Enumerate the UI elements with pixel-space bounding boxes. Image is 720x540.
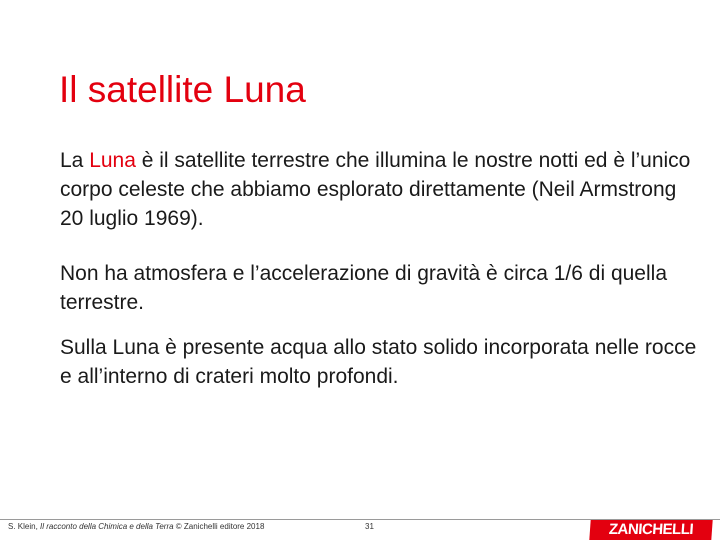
footer-author: S. Klein, xyxy=(8,522,41,531)
slide-title: Il satellite Luna xyxy=(59,69,306,110)
paragraph-rest: è il satellite terrestre che illumina le nostre notti ed è l’unico corpo celeste che abbiamo esplorato direttamente (Neil Armstrong 20 luglio 1969). xyxy=(60,149,691,230)
paragraph-prefix: La xyxy=(60,149,90,172)
page-number: 31 xyxy=(365,522,374,531)
footer-book-title: Il racconto della Chimica e della Terra xyxy=(40,522,174,531)
paragraph-water: Sulla Luna è presente acqua allo stato solido incorporata nelle rocce e all’interno di crateri molto profondi. xyxy=(60,336,697,388)
paragraph-moon-intro xyxy=(60,146,700,233)
footer-credit xyxy=(8,522,264,531)
highlight-luna: Luna xyxy=(89,149,136,172)
paragraph-gravity: Non ha atmosfera e l’accelerazione di gravità è circa 1/6 di quella terrestre. xyxy=(60,262,668,314)
footer-copyright: © Zanichelli editore 2018 xyxy=(173,522,265,531)
zanichelli-logo: ZANICHELLI xyxy=(589,520,712,540)
